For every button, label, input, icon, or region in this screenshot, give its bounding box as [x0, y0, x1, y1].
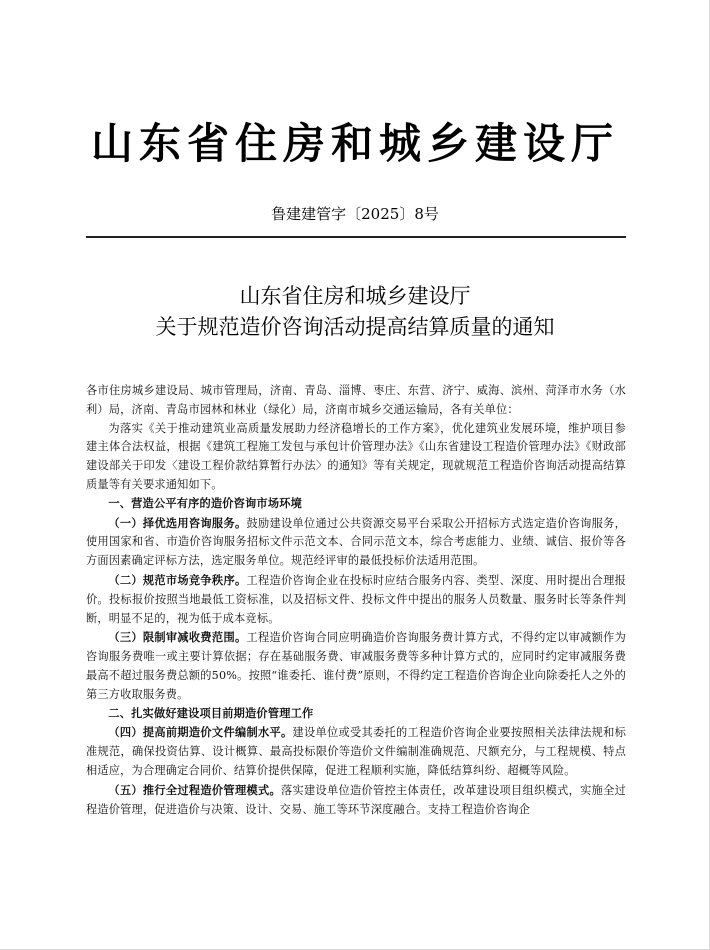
intro-paragraph: 为落实《关于推动建筑业高质量发展助力经济稳增长的工作方案》，优化建筑业发展环境，维护项目参建主体合法权益，根据《建筑工程施工发包与承包计价管理办法》《山东省建设工程造价管理办法》《财政部 建设部关于印发〈建设工程价款结算暂行办法〉的通知》等有关规定，现就规范工程造价咨询活动提高结算质量等有关要求通知如下。: [86, 421, 626, 491]
title-line-2: 关于规范造价咨询活动提高结算质量的通知: [155, 315, 555, 339]
title-line-1: 山东省住房和城乡建设厅: [239, 284, 471, 308]
item-text-2: 工程造价咨询企业在投标时应结合服务内容、类型、深度、用时提出合理报价。投标报价按照当地最低工资标准，以及招标文件、投标文件中提出的服务人员数量、服务时长等条件判断，明显不足的，视为低于成本竞标。: [86, 573, 626, 625]
item-text-4: 建设单位或受其委托的工程造价咨询企业要按照相关法律法规和标准规范，确保投资估算、设计概算、最高投标限价等造价文件编制准确规范、尺额充分，与工程规模、特点相适应，为合理确定合同价、结算价提供保障，促进工程顺利实施，降低结算纠纷、超概等风险。: [86, 726, 626, 777]
document-number: 鲁建建管字〔2025〕8号: [271, 205, 439, 223]
section-heading-1: 一、营造公平有序的造价咨询市场环境: [108, 496, 302, 510]
item-lead-4: （四）提高前期造价文件编制水平。: [108, 725, 293, 740]
item-paragraph-2: [86, 571, 626, 628]
item-paragraph-1: [86, 514, 626, 571]
item-text-5: 落实建设单位造价管控主体责任，改革建设项目组织模式，实施全过程造价管理，促进造价与决策、设计、交易、施工等环节深度融合。支持工程造价咨询企: [86, 783, 626, 816]
recipients-paragraph: 各市住房城乡建设局、城市管理局，济南、青岛、淄博、枣庄、东营、济宁、威海、滨州、菏泽市水务（水利）局，济南、青岛市园林和林业（绿化）局，济南市城乡交通运输局，各有关单位：: [86, 384, 626, 416]
item-lead-5: （五）推行全过程造价管理模式。: [108, 782, 281, 797]
header-divider: [86, 236, 626, 238]
item-paragraph-4: [86, 723, 626, 780]
item-text-3: 工程造价咨询合同应明确造价咨询服务费计算方式，不得约定以审减额作为咨询服务费唯一或主要计算依据；存在基础服务费、审减服务费等多种计算方式的，应同时约定审减服务费最高不超过服务费总额的50%。按照“谁委托、谁付费”原则，不得约定工程造价咨询企业向除委托人之外的第三方收取服务费。: [86, 631, 626, 701]
item-text-1: 鼓励建设单位通过公共资源交易平台采取公开招标方式选定造价咨询服务，使用国家和省、市造价咨询服务招标文件示范文本、合同示范文本，综合考虑能力、业绩、诚信、报价等各方面因素确定评标方法，选定服务单位。规范经评审的最低投标价法适用范围。: [86, 516, 626, 568]
item-lead-2: （二）规范市场竞争秩序。: [108, 572, 247, 587]
document-body: [86, 382, 626, 819]
item-paragraph-3: [86, 628, 626, 704]
section-heading-2: 二、扎实做好建设项目前期造价管理工作: [108, 706, 314, 720]
item-lead-3: （三）限制审减收费范围。: [108, 630, 247, 645]
item-lead-1: （一）择优选用咨询服务。: [108, 515, 247, 530]
organization-header: 山东省住房和城乡建设厅: [90, 119, 619, 168]
item-paragraph-5: [86, 781, 626, 820]
